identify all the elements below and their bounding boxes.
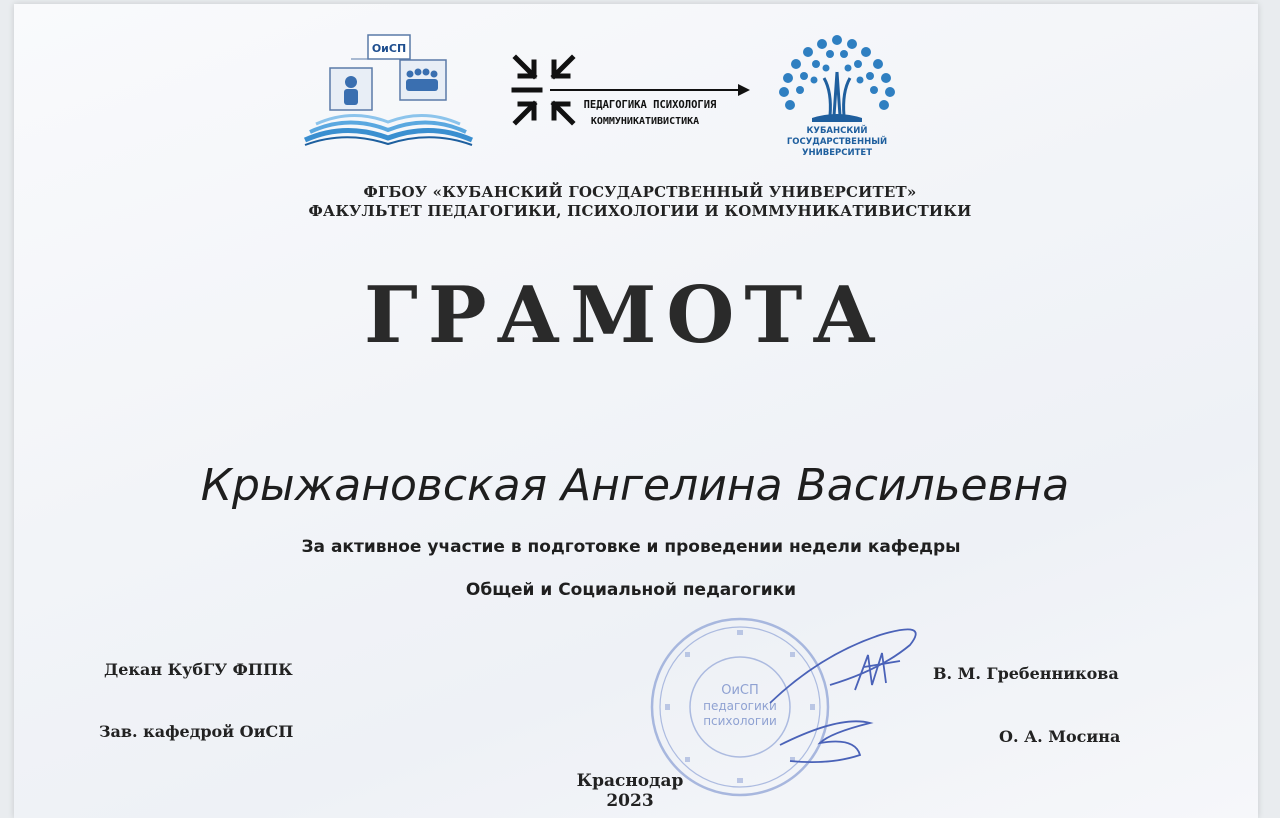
stamp-inner-line3: психологии [703, 714, 777, 728]
recipient-name: Крыжановская Ангелина Васильевна [200, 460, 1070, 511]
logo-right-line3: УНИВЕРСИТЕТ [801, 148, 873, 158]
organization-header-line1: ФГБОУ «КУБАНСКИЙ ГОСУДАРСТВЕННЫЙ УНИВЕРСИТЕТ» [363, 183, 917, 201]
logo-badge-text: ОиСП [371, 42, 407, 55]
arrows-logo [510, 52, 760, 142]
handwritten-signature [760, 615, 940, 785]
city: Краснодар [576, 771, 684, 791]
signatory-position-head: Зав. кафедрой ОиСП [99, 722, 294, 741]
year: 2023 [606, 791, 654, 811]
university-tree-logo [770, 32, 905, 167]
stamp-inner-line1: ОиСП [721, 683, 759, 698]
signatory-name-head: О. А. Мосина [999, 727, 1121, 746]
logo-center-line1: ПЕДАГОГИКА ПСИХОЛОГИЯ [583, 99, 717, 111]
organization-header-line2: ФАКУЛЬТЕТ ПЕДАГОГИКИ, ПСИХОЛОГИИ И КОММУНИКАТИВИСТИКИ [308, 202, 972, 220]
award-reason-line1: За активное участие в подготовке и проведении недели кафедры [301, 537, 961, 557]
logo-right-line2: ГОСУДАРСТВЕННЫЙ [786, 137, 888, 147]
signatory-position-dean: Декан КубГУ ФППК [104, 660, 293, 679]
faculty-book-logo [300, 30, 480, 155]
logo-right-line1: КУБАНСКИЙ [806, 126, 868, 136]
certificate-title: ГРАМОТА [364, 270, 886, 361]
signatory-name-dean: В. М. Гребенникова [933, 664, 1119, 683]
logo-center-line2: КОММУНИКАТИВИСТИКА [590, 116, 700, 127]
stamp-inner-line2: педагогики [703, 699, 777, 713]
award-reason-line2: Общей и Социальной педагогики [465, 580, 797, 600]
